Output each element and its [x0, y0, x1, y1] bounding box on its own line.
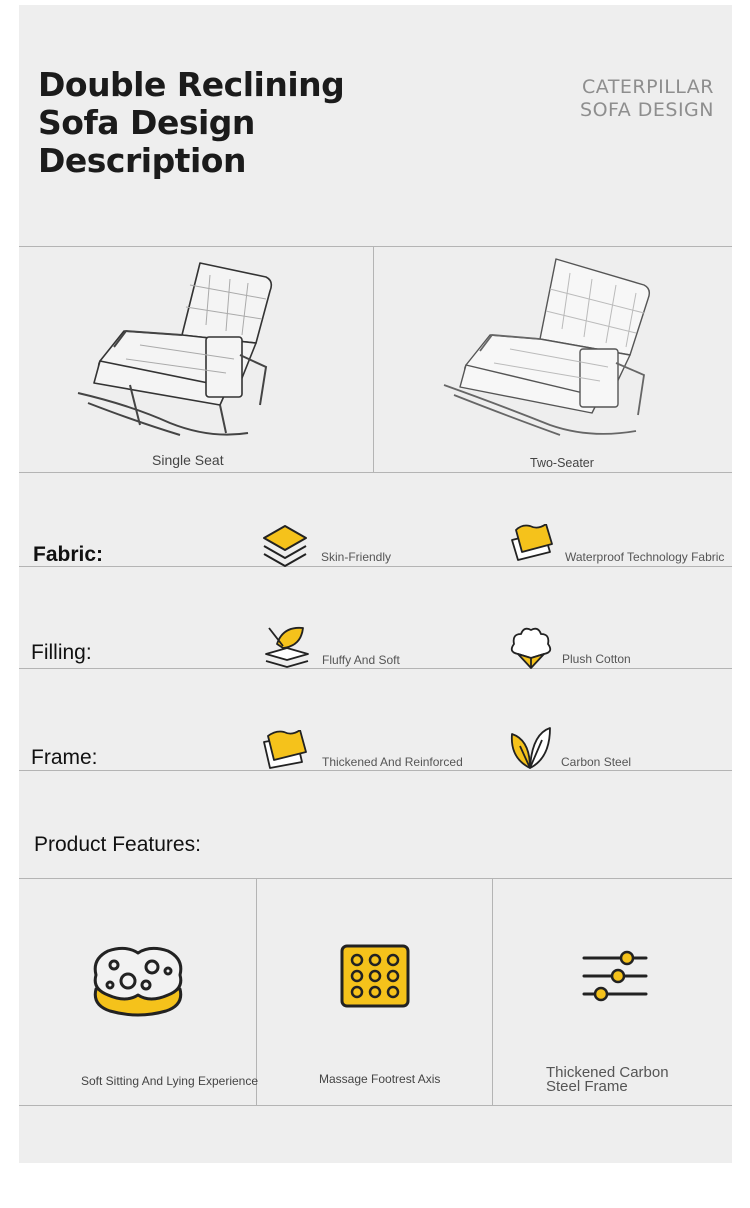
divider — [256, 878, 257, 1106]
carbon-steel-frame-text — [546, 1066, 716, 1094]
layers-icon — [262, 524, 308, 568]
skin-friendly-text: Skin-Friendly — [321, 550, 392, 564]
filling-label: Filling: — [31, 641, 92, 664]
divider — [19, 1105, 732, 1106]
title-line-3: Description — [38, 141, 246, 180]
divider — [19, 472, 732, 473]
feather-layers-icon — [263, 624, 311, 670]
carbon-steel-frame-line-1: Thickened Carbon — [546, 1064, 669, 1081]
title-line-2: Sofa Design — [38, 103, 255, 142]
divider — [492, 878, 493, 1106]
thickened-reinforced-text: Thickened And Reinforced — [322, 755, 463, 769]
product-features-title: Product Features: — [34, 833, 201, 856]
cotton-icon — [508, 624, 554, 670]
title-line-1: Double Reclining — [38, 65, 345, 104]
two-seater-label: Two-Seater — [530, 456, 594, 470]
divider — [19, 878, 732, 879]
brand-line-2: SOFA DESIGN — [580, 99, 714, 121]
divider — [373, 246, 374, 473]
leaf-icon — [508, 724, 554, 772]
massage-grid-icon — [340, 944, 410, 1008]
fabric-swatch-icon — [262, 730, 308, 772]
sliders-icon — [582, 948, 648, 1004]
fluffy-soft-text: Fluffy And Soft — [322, 653, 400, 667]
divider — [19, 246, 732, 247]
single-seat-label: Single Seat — [152, 452, 224, 468]
fabric-label: Fabric: — [33, 543, 104, 566]
divider — [19, 668, 732, 669]
soft-sitting-text: Soft Sitting And Lying Experience — [81, 1074, 258, 1088]
single-seat-chair-image — [70, 255, 290, 445]
frame-label: Frame: — [31, 746, 98, 769]
brand-tagline — [580, 76, 714, 122]
divider — [19, 770, 732, 771]
plush-cotton-text: Plush Cotton — [562, 652, 631, 666]
divider — [19, 566, 732, 567]
page-title — [38, 66, 378, 180]
carbon-steel-frame-line-2: Steel Frame — [546, 1078, 628, 1095]
fabric-swatch-icon — [508, 524, 554, 564]
carbon-steel-text: Carbon Steel — [561, 755, 632, 769]
two-seater-chair-image — [440, 255, 660, 445]
massage-footrest-text: Massage Footrest Axis — [319, 1072, 441, 1086]
sponge-icon — [90, 945, 186, 1021]
waterproof-fabric-text: Waterproof Technology Fabric — [565, 550, 725, 564]
brand-line-1: CATERPILLAR — [582, 76, 714, 98]
